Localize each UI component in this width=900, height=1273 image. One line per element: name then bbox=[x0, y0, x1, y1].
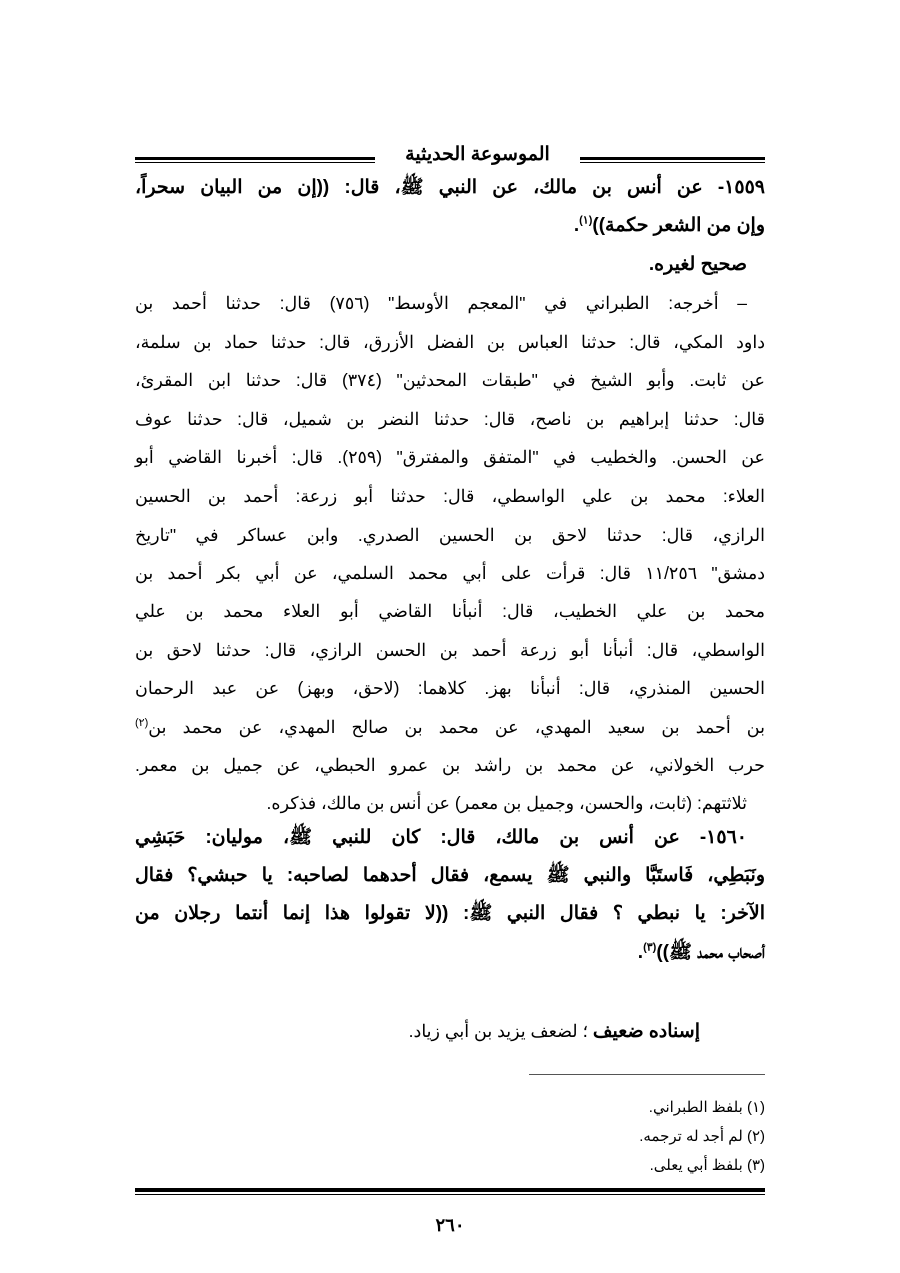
line-text: ونَبَطِي، فَاستَبَّا والنبي ﷺ يسمع، فقال أحدهما لصاحبه: يا حبشي؟ فقال bbox=[135, 865, 765, 886]
text-line bbox=[135, 788, 747, 818]
grading-label: إسناده ضعيف bbox=[592, 1021, 700, 1042]
footnote-separator bbox=[529, 1074, 765, 1075]
grading-reason: ؛ لضعف يزيد بن أبي زياد. bbox=[408, 1021, 593, 1041]
line-text: عن ثابت. وأبو الشيخ في "طبقات المحدثين" (٣٧٤) قال: حدثنا ابن المقرئ، bbox=[135, 370, 765, 390]
line-text: دمشق" ١١/٢٥٦ قال: قرأت على أبي محمد السلمي، عن أبي بكر أحمد بن bbox=[135, 563, 765, 583]
line-text: عن الحسن. والخطيب في "المتفق والمفترق" (٢٥٩). قال: أخبرنا القاضي أبو bbox=[135, 447, 765, 467]
line-punctuation: . bbox=[637, 942, 644, 963]
text-line bbox=[135, 404, 765, 434]
text-line bbox=[135, 520, 765, 550]
text-line bbox=[135, 250, 747, 280]
footnote-reference[interactable]: (١) bbox=[579, 214, 593, 227]
footer-rule-bottom bbox=[135, 1194, 765, 1195]
line-text: العلاء: محمد بن علي الواسطي، قال: حدثنا أبو زرعة: أحمد بن الحسين bbox=[135, 486, 765, 506]
text-line bbox=[135, 211, 765, 241]
line-text: بن أحمد بن سعيد المهدي، عن محمد بن صالح المهدي، عن محمد بن bbox=[148, 717, 765, 737]
line-text: حرب الخولاني، عن محمد بن راشد بن عمرو الحبطي، عن جميل بن معمر. bbox=[135, 755, 765, 775]
line-text: – أخرجه: الطبراني في "المعجم الأوسط" (٧٥٦) قال: حدثنا أحمد بن bbox=[135, 293, 748, 313]
line-text: قال: حدثنا إبراهيم بن ناصح، قال: حدثنا النضر بن شميل، قال: حدثنا عوف bbox=[135, 409, 765, 429]
running-header-title: الموسوعة الحديثية bbox=[375, 143, 580, 166]
text-line bbox=[135, 899, 765, 929]
text-line bbox=[135, 442, 765, 472]
text-line bbox=[135, 558, 765, 588]
line-text: الواسطي، قال: أنبأنا أبو زرعة أحمد بن الحسن الرازي، قال: حدثنا لاحق بن bbox=[135, 640, 765, 660]
line-text: الرازي، قال: حدثنا لاحق بن الحسين الصدري. وابن عساكر في "تاريخ bbox=[135, 525, 765, 545]
line-text: الآخر: يا نبطي ؟ فقال النبي ﷺ: ((لا تقولوا هذا إنما أنتما رجلان من bbox=[135, 903, 765, 924]
text-line bbox=[135, 750, 765, 780]
footnote-reference[interactable]: (٣) bbox=[643, 941, 657, 954]
text-line bbox=[135, 596, 765, 626]
line-text: أصحاب محمد ﷺ)) bbox=[656, 942, 765, 963]
text-line bbox=[135, 481, 765, 511]
line-punctuation: . bbox=[573, 215, 580, 236]
text-line bbox=[135, 173, 765, 203]
text-line bbox=[135, 861, 765, 891]
text-line bbox=[135, 938, 765, 968]
text-line bbox=[135, 823, 747, 853]
text-line bbox=[135, 673, 765, 703]
line-text: ١٥٥٩- عن أنس بن مالك، عن النبي ﷺ، قال: ((إن من البيان سحراً، bbox=[135, 177, 765, 198]
line-text: ثلاثتهم: (ثابت، والحسن، وجميل بن معمر) عن أنس بن مالك، فذكره. bbox=[266, 793, 747, 813]
text-line bbox=[135, 327, 765, 357]
line-text: صحيح لغيره. bbox=[648, 254, 747, 275]
footnote-reference[interactable]: (٢) bbox=[135, 717, 149, 730]
line-text: داود المكي، قال: حدثنا العباس بن الفضل الأزرق، قال: حدثنا حماد بن سلمة، bbox=[135, 332, 765, 352]
footnote-3: (٣) بلفظ أبي يعلى. bbox=[649, 1157, 765, 1174]
footnote-2: (٢) لم أجد له ترجمه. bbox=[639, 1128, 765, 1145]
footnote-1: (١) بلفظ الطبراني. bbox=[648, 1099, 765, 1116]
line-text: الحسين المنذري، قال: أنبأنا بهز. كلاهما: (لاحق، وبهز) عن عبد الرحمان bbox=[135, 678, 765, 698]
text-line bbox=[135, 365, 765, 395]
hadith-grading bbox=[135, 1016, 700, 1046]
text-line bbox=[135, 712, 765, 742]
page-number: ٢٦٠ bbox=[435, 1215, 465, 1235]
line-text: ١٥٦٠- عن أنس بن مالك، قال: كان للنبي ﷺ، موليان: حَبَشِي bbox=[135, 827, 747, 848]
line-text: وإن من الشعر حكمة)) bbox=[592, 215, 765, 236]
text-line bbox=[135, 288, 747, 318]
footer-rule-top bbox=[135, 1188, 765, 1192]
line-text: محمد بن علي الخطيب، قال: أنبأنا القاضي أبو العلاء محمد بن علي bbox=[135, 601, 765, 621]
text-line bbox=[135, 635, 765, 665]
